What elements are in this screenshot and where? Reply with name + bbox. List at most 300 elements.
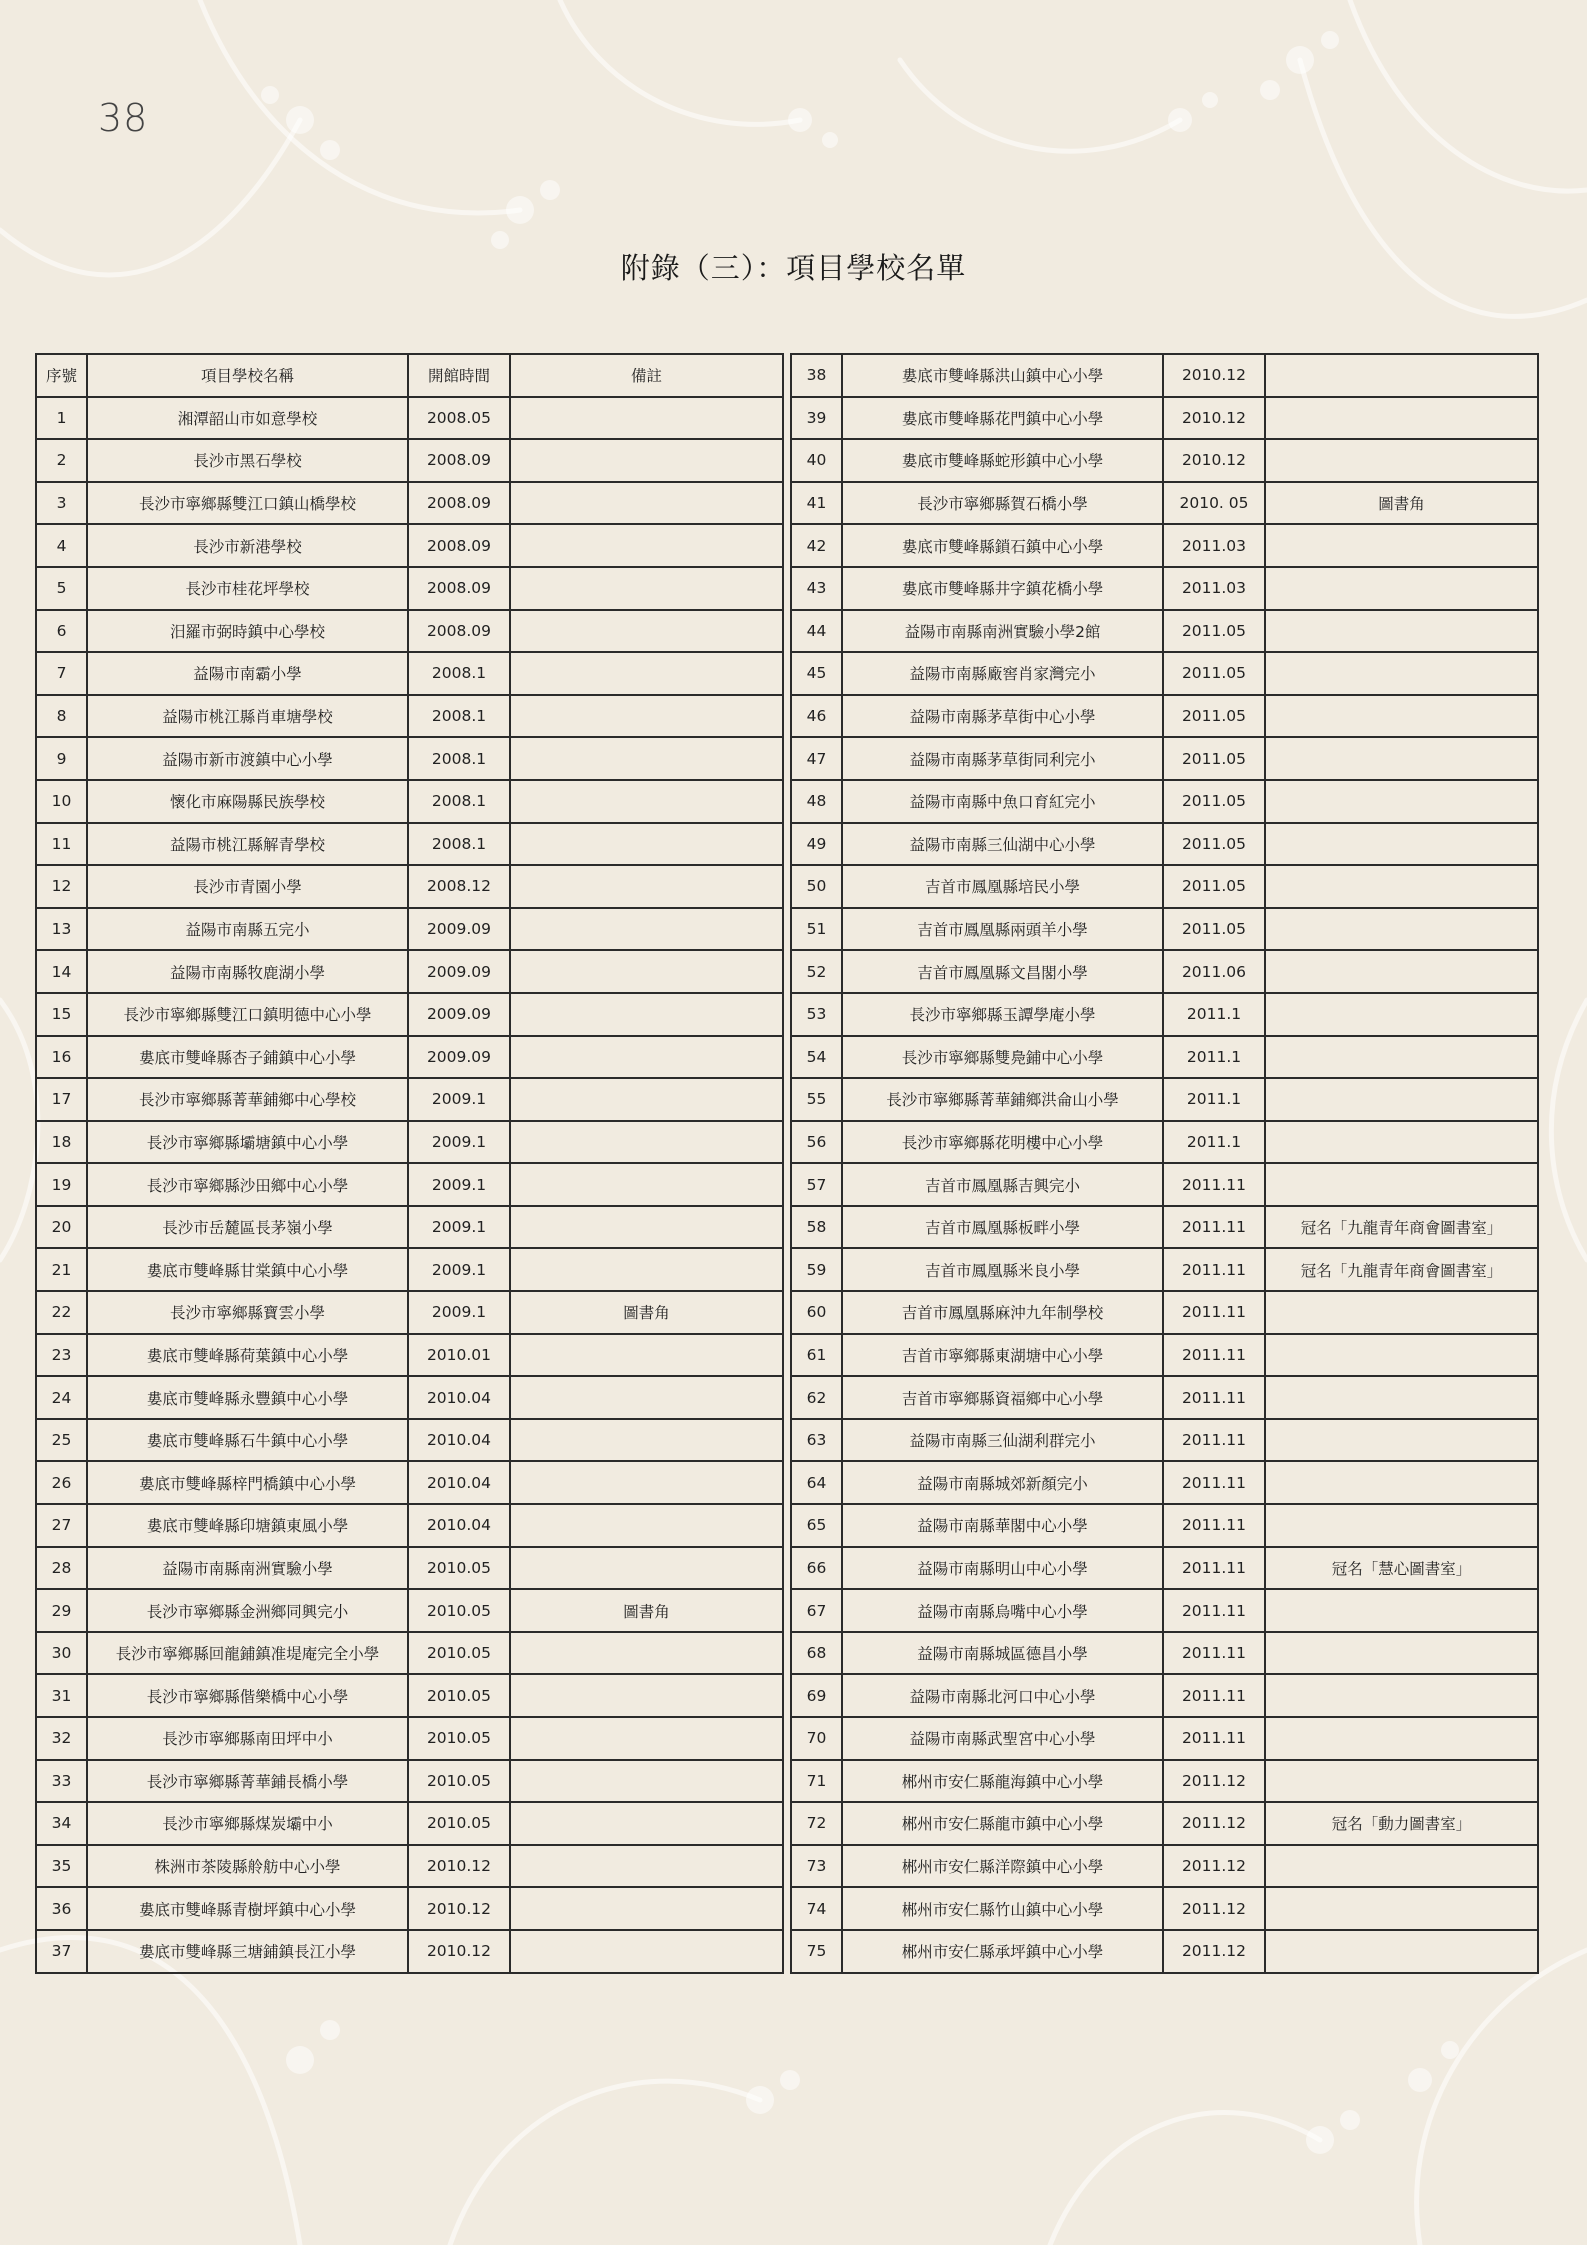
page-title: 附錄（三）：項目學校名單 (620, 251, 967, 285)
cell-note: 圖書角 (510, 1589, 783, 1632)
cell-no: 22 (36, 1291, 87, 1334)
cell-no: 41 (791, 482, 842, 525)
table-row (791, 1461, 1538, 1504)
cell-note (510, 1887, 783, 1930)
cell-open-date: 2011.11 (1163, 1547, 1265, 1590)
cell-school-name: 婁底市雙峰縣井字鎮花橋小學 (842, 567, 1163, 610)
cell-open-date: 2010.05 (408, 1589, 510, 1632)
cell-open-date: 2009.1 (408, 1121, 510, 1164)
cell-note (510, 908, 783, 951)
cell-no: 47 (791, 737, 842, 780)
cell-note (1265, 1589, 1538, 1632)
cell-note (1265, 1760, 1538, 1803)
cell-no: 4 (36, 524, 87, 567)
cell-school-name: 郴州市安仁縣龍市鎮中心小學 (842, 1802, 1163, 1845)
table-row (36, 1291, 783, 1334)
table-row (791, 908, 1538, 951)
cell-no: 28 (36, 1547, 87, 1590)
cell-open-date: 2010.05 (408, 1717, 510, 1760)
table-row (36, 1547, 783, 1590)
cell-no: 18 (36, 1121, 87, 1164)
cell-note (1265, 737, 1538, 780)
table-row (36, 1248, 783, 1291)
cell-no: 42 (791, 524, 842, 567)
cell-school-name: 長沙市寧鄉縣雙江口鎮明德中心小學 (87, 993, 408, 1036)
cell-open-date: 2010. 05 (1163, 482, 1265, 525)
table-row (791, 1589, 1538, 1632)
cell-school-name: 長沙市寧鄉縣寶雲小學 (87, 1291, 408, 1334)
cell-note (1265, 1504, 1538, 1547)
cell-open-date: 2010.12 (408, 1887, 510, 1930)
table-row (791, 567, 1538, 610)
cell-no: 48 (791, 780, 842, 823)
cell-note (510, 950, 783, 993)
school-table-left (35, 353, 784, 1974)
table-row (791, 1121, 1538, 1164)
cell-open-date: 2011.12 (1163, 1845, 1265, 1888)
cell-school-name: 益陽市南縣茅草街同利完小 (842, 737, 1163, 780)
table-row (791, 737, 1538, 780)
table-row (36, 439, 783, 482)
cell-school-name: 長沙市寧鄉縣回龍鋪鎮准堤庵完全小學 (87, 1632, 408, 1675)
cell-school-name: 益陽市南縣華閣中心小學 (842, 1504, 1163, 1547)
cell-note (1265, 950, 1538, 993)
cell-school-name: 郴州市安仁縣竹山鎮中心小學 (842, 1887, 1163, 1930)
cell-note (1265, 1632, 1538, 1675)
cell-note (1265, 780, 1538, 823)
cell-open-date: 2011.11 (1163, 1717, 1265, 1760)
cell-no: 7 (36, 652, 87, 695)
cell-school-name: 郴州市安仁縣龍海鎮中心小學 (842, 1760, 1163, 1803)
cell-no: 21 (36, 1248, 87, 1291)
table-row (791, 1930, 1538, 1973)
cell-no: 13 (36, 908, 87, 951)
cell-note (510, 652, 783, 695)
cell-school-name: 長沙市寧鄉縣菁華鋪鄉中心學校 (87, 1078, 408, 1121)
cell-open-date: 2011.11 (1163, 1291, 1265, 1334)
cell-no: 29 (36, 1589, 87, 1632)
cell-school-name: 長沙市寧鄉縣賀石橋小學 (842, 482, 1163, 525)
cell-open-date: 2010.12 (1163, 354, 1265, 397)
cell-note (510, 524, 783, 567)
table-row (36, 1674, 783, 1717)
cell-note: 冠名「慧心圖書室」 (1265, 1547, 1538, 1590)
cell-open-date: 2011.1 (1163, 993, 1265, 1036)
cell-open-date: 2008.09 (408, 439, 510, 482)
cell-no: 56 (791, 1121, 842, 1164)
cell-no: 1 (36, 397, 87, 440)
cell-no: 51 (791, 908, 842, 951)
cell-no: 75 (791, 1930, 842, 1973)
cell-no: 52 (791, 950, 842, 993)
header-no: 序號 (36, 354, 87, 397)
cell-note (1265, 1717, 1538, 1760)
cell-no: 16 (36, 1036, 87, 1079)
cell-open-date: 2010.05 (408, 1760, 510, 1803)
cell-note (510, 780, 783, 823)
cell-school-name: 吉首市鳳凰縣培民小學 (842, 865, 1163, 908)
cell-school-name: 株洲市茶陵縣舲舫中心小學 (87, 1845, 408, 1888)
cell-school-name: 吉首市鳳凰縣吉興完小 (842, 1163, 1163, 1206)
table-row (791, 695, 1538, 738)
cell-open-date: 2011.1 (1163, 1121, 1265, 1164)
cell-school-name: 長沙市寧鄉縣南田坪中小 (87, 1717, 408, 1760)
cell-open-date: 2011.11 (1163, 1163, 1265, 1206)
cell-note: 圖書角 (510, 1291, 783, 1334)
cell-school-name: 婁底市雙峰縣洪山鎮中心小學 (842, 354, 1163, 397)
cell-school-name: 益陽市南縣三仙湖利群完小 (842, 1419, 1163, 1462)
cell-open-date: 2010.12 (408, 1930, 510, 1973)
cell-no: 65 (791, 1504, 842, 1547)
cell-school-name: 吉首市鳳凰縣麻沖九年制學校 (842, 1291, 1163, 1334)
cell-note (510, 1504, 783, 1547)
cell-open-date: 2011.06 (1163, 950, 1265, 993)
table-row (36, 865, 783, 908)
cell-note (1265, 908, 1538, 951)
school-table-right (790, 353, 1539, 1974)
cell-school-name: 汨羅市弼時鎮中心學校 (87, 610, 408, 653)
table-row (791, 1036, 1538, 1079)
cell-open-date: 2011.11 (1163, 1674, 1265, 1717)
cell-school-name: 長沙市寧鄉縣菁華鋪鄉洪侖山小學 (842, 1078, 1163, 1121)
cell-no: 64 (791, 1461, 842, 1504)
cell-school-name: 益陽市南縣廠窖肖家灣完小 (842, 652, 1163, 695)
cell-open-date: 2010.01 (408, 1334, 510, 1377)
cell-school-name: 長沙市寧鄉縣沙田鄉中心小學 (87, 1163, 408, 1206)
cell-open-date: 2010.04 (408, 1419, 510, 1462)
cell-open-date: 2011.11 (1163, 1248, 1265, 1291)
table-row (791, 482, 1538, 525)
cell-school-name: 婁底市雙峰縣青樹坪鎮中心小學 (87, 1887, 408, 1930)
table-row (36, 1121, 783, 1164)
cell-open-date: 2011.12 (1163, 1760, 1265, 1803)
cell-open-date: 2008.1 (408, 780, 510, 823)
table-row (36, 610, 783, 653)
cell-school-name: 婁底市雙峰縣梓門橋鎮中心小學 (87, 1461, 408, 1504)
table-row (791, 1547, 1538, 1590)
cell-note (1265, 823, 1538, 866)
cell-note (510, 1121, 783, 1164)
cell-open-date: 2010.05 (408, 1802, 510, 1845)
cell-no: 72 (791, 1802, 842, 1845)
cell-school-name: 益陽市南霸小學 (87, 652, 408, 695)
cell-school-name: 婁底市雙峰縣甘棠鎮中心小學 (87, 1248, 408, 1291)
cell-open-date: 2008.1 (408, 823, 510, 866)
cell-no: 33 (36, 1760, 87, 1803)
cell-no: 55 (791, 1078, 842, 1121)
cell-open-date: 2010.05 (408, 1674, 510, 1717)
cell-open-date: 2011.12 (1163, 1930, 1265, 1973)
table-row (36, 1930, 783, 1973)
cell-note (510, 1760, 783, 1803)
cell-open-date: 2011.03 (1163, 567, 1265, 610)
cell-no: 20 (36, 1206, 87, 1249)
cell-open-date: 2011.1 (1163, 1036, 1265, 1079)
cell-school-name: 益陽市南縣烏嘴中心小學 (842, 1589, 1163, 1632)
table-row (791, 652, 1538, 695)
cell-note (510, 1206, 783, 1249)
cell-school-name: 益陽市南縣中魚口育紅完小 (842, 780, 1163, 823)
table-row (36, 524, 783, 567)
cell-no: 23 (36, 1334, 87, 1377)
table-row (791, 1887, 1538, 1930)
cell-open-date: 2010.04 (408, 1461, 510, 1504)
header-open-date: 開館時間 (408, 354, 510, 397)
cell-school-name: 吉首市鳳凰縣兩頭羊小學 (842, 908, 1163, 951)
cell-school-name: 益陽市南縣三仙湖中心小學 (842, 823, 1163, 866)
cell-note (1265, 1163, 1538, 1206)
table-row (791, 1334, 1538, 1377)
table-row (36, 1334, 783, 1377)
cell-school-name: 長沙市黑石學校 (87, 439, 408, 482)
table-row (36, 780, 783, 823)
table-row (791, 1291, 1538, 1334)
cell-no: 62 (791, 1376, 842, 1419)
cell-open-date: 2009.1 (408, 1291, 510, 1334)
cell-school-name: 吉首市鳳凰縣板畔小學 (842, 1206, 1163, 1249)
cell-school-name: 婁底市雙峰縣鎖石鎮中心小學 (842, 524, 1163, 567)
cell-open-date: 2010.04 (408, 1504, 510, 1547)
cell-open-date: 2011.1 (1163, 1078, 1265, 1121)
cell-note (510, 1845, 783, 1888)
cell-school-name: 益陽市南縣城郊新顏完小 (842, 1461, 1163, 1504)
cell-school-name: 益陽市南縣牧鹿湖小學 (87, 950, 408, 993)
cell-school-name: 長沙市寧鄉縣金洲鄉同興完小 (87, 1589, 408, 1632)
table-row (791, 354, 1538, 397)
table-row (36, 908, 783, 951)
cell-open-date: 2011.11 (1163, 1206, 1265, 1249)
cell-school-name: 長沙市青園小學 (87, 865, 408, 908)
cell-school-name: 益陽市南縣武聖宮中心小學 (842, 1717, 1163, 1760)
cell-no: 74 (791, 1887, 842, 1930)
table-row (36, 1589, 783, 1632)
table-row (36, 737, 783, 780)
cell-school-name: 吉首市寧鄉縣東湖塘中心小學 (842, 1334, 1163, 1377)
cell-school-name: 長沙市寧鄉縣花明樓中心小學 (842, 1121, 1163, 1164)
table-row (36, 950, 783, 993)
cell-note (1265, 1845, 1538, 1888)
table-row (36, 1802, 783, 1845)
cell-no: 40 (791, 439, 842, 482)
cell-school-name: 長沙市寧鄉縣菁華鋪長橋小學 (87, 1760, 408, 1803)
cell-school-name: 郴州市安仁縣洋際鎮中心小學 (842, 1845, 1163, 1888)
cell-no: 35 (36, 1845, 87, 1888)
table-row (791, 993, 1538, 1036)
cell-school-name: 益陽市南縣茅草街中心小學 (842, 695, 1163, 738)
cell-open-date: 2008.09 (408, 567, 510, 610)
cell-open-date: 2011.12 (1163, 1887, 1265, 1930)
table-row (36, 1887, 783, 1930)
cell-school-name: 湘潭韶山市如意學校 (87, 397, 408, 440)
cell-open-date: 2011.11 (1163, 1334, 1265, 1377)
table-row (36, 1419, 783, 1462)
cell-open-date: 2011.05 (1163, 610, 1265, 653)
cell-no: 57 (791, 1163, 842, 1206)
cell-school-name: 益陽市新市渡鎮中心小學 (87, 737, 408, 780)
cell-note (1265, 1376, 1538, 1419)
cell-school-name: 益陽市南縣五完小 (87, 908, 408, 951)
cell-open-date: 2008.1 (408, 737, 510, 780)
cell-note (1265, 354, 1538, 397)
cell-open-date: 2011.11 (1163, 1461, 1265, 1504)
cell-note (1265, 1121, 1538, 1164)
cell-school-name: 益陽市南縣北河口中心小學 (842, 1674, 1163, 1717)
cell-school-name: 婁底市雙峰縣三塘鋪鎮長江小學 (87, 1930, 408, 1973)
table-row (36, 397, 783, 440)
cell-open-date: 2009.1 (408, 1078, 510, 1121)
cell-no: 36 (36, 1887, 87, 1930)
table-row (36, 567, 783, 610)
cell-no: 60 (791, 1291, 842, 1334)
table-row (36, 1376, 783, 1419)
cell-school-name: 益陽市南縣明山中心小學 (842, 1547, 1163, 1590)
cell-school-name: 婁底市雙峰縣花門鎮中心小學 (842, 397, 1163, 440)
cell-note (510, 1078, 783, 1121)
cell-no: 38 (791, 354, 842, 397)
table-row (36, 1461, 783, 1504)
cell-open-date: 2010.12 (1163, 397, 1265, 440)
cell-open-date: 2011.05 (1163, 737, 1265, 780)
cell-note: 圖書角 (1265, 482, 1538, 525)
cell-open-date: 2011.05 (1163, 823, 1265, 866)
table-row (36, 1206, 783, 1249)
cell-school-name: 吉首市寧鄉縣資福鄉中心小學 (842, 1376, 1163, 1419)
cell-note (1265, 1078, 1538, 1121)
table-row (36, 482, 783, 525)
cell-no: 43 (791, 567, 842, 610)
cell-open-date: 2011.11 (1163, 1589, 1265, 1632)
table-row (791, 1802, 1538, 1845)
table-row (791, 780, 1538, 823)
cell-school-name: 長沙市寧鄉縣偕樂橋中心小學 (87, 1674, 408, 1717)
cell-no: 9 (36, 737, 87, 780)
cell-open-date: 2009.1 (408, 1163, 510, 1206)
cell-no: 49 (791, 823, 842, 866)
table-row (791, 1206, 1538, 1249)
cell-no: 32 (36, 1717, 87, 1760)
cell-note (510, 993, 783, 1036)
cell-note (1265, 397, 1538, 440)
cell-note (1265, 993, 1538, 1036)
table-row (36, 1036, 783, 1079)
cell-school-name: 長沙市寧鄉縣煤炭壩中小 (87, 1802, 408, 1845)
cell-open-date: 2010.12 (408, 1845, 510, 1888)
cell-school-name: 吉首市鳳凰縣文昌閣小學 (842, 950, 1163, 993)
cell-no: 54 (791, 1036, 842, 1079)
cell-school-name: 婁底市雙峰縣印塘鎮東風小學 (87, 1504, 408, 1547)
page-number: 38 (98, 96, 149, 140)
cell-note (1265, 1930, 1538, 1973)
table-row (791, 1504, 1538, 1547)
cell-note (1265, 652, 1538, 695)
cell-open-date: 2008.05 (408, 397, 510, 440)
table-row (36, 695, 783, 738)
cell-note (1265, 524, 1538, 567)
cell-note (1265, 1461, 1538, 1504)
cell-open-date: 2009.1 (408, 1206, 510, 1249)
cell-school-name: 長沙市寧鄉縣玉譚學庵小學 (842, 993, 1163, 1036)
cell-open-date: 2008.1 (408, 695, 510, 738)
table-row (791, 1717, 1538, 1760)
cell-note (510, 1163, 783, 1206)
table-row (791, 1163, 1538, 1206)
cell-open-date: 2010.12 (1163, 439, 1265, 482)
cell-no: 15 (36, 993, 87, 1036)
table-row (36, 1717, 783, 1760)
cell-no: 14 (36, 950, 87, 993)
cell-school-name: 婁底市雙峰縣荷葉鎮中心小學 (87, 1334, 408, 1377)
cell-open-date: 2011.11 (1163, 1632, 1265, 1675)
cell-school-name: 吉首市鳳凰縣米良小學 (842, 1248, 1163, 1291)
cell-school-name: 益陽市南縣城區德昌小學 (842, 1632, 1163, 1675)
cell-note (510, 737, 783, 780)
cell-note (510, 1248, 783, 1291)
cell-note (1265, 1036, 1538, 1079)
cell-note (510, 482, 783, 525)
cell-note: 冠名「九龍青年商會圖書室」 (1265, 1248, 1538, 1291)
cell-note (1265, 1334, 1538, 1377)
table-row (36, 1078, 783, 1121)
table-row (791, 610, 1538, 653)
cell-open-date: 2011.11 (1163, 1504, 1265, 1547)
table-row (36, 823, 783, 866)
cell-no: 12 (36, 865, 87, 908)
cell-note (510, 1547, 783, 1590)
cell-school-name: 婁底市雙峰縣杏子鋪鎮中心小學 (87, 1036, 408, 1079)
cell-no: 6 (36, 610, 87, 653)
cell-note: 冠名「九龍青年商會圖書室」 (1265, 1206, 1538, 1249)
cell-note (1265, 1674, 1538, 1717)
cell-school-name: 益陽市南縣南洲實驗小學 (87, 1547, 408, 1590)
table-row (791, 823, 1538, 866)
table-row (36, 652, 783, 695)
cell-school-name: 郴州市安仁縣承坪鎮中心小學 (842, 1930, 1163, 1973)
cell-no: 67 (791, 1589, 842, 1632)
cell-no: 17 (36, 1078, 87, 1121)
cell-open-date: 2011.12 (1163, 1802, 1265, 1845)
cell-note (510, 1674, 783, 1717)
cell-open-date: 2010.05 (408, 1547, 510, 1590)
cell-note (510, 1717, 783, 1760)
cell-no: 5 (36, 567, 87, 610)
cell-school-name: 長沙市寧鄉縣雙江口鎮山橋學校 (87, 482, 408, 525)
cell-open-date: 2009.09 (408, 908, 510, 951)
cell-open-date: 2009.09 (408, 950, 510, 993)
cell-no: 66 (791, 1547, 842, 1590)
cell-note (510, 1461, 783, 1504)
cell-no: 53 (791, 993, 842, 1036)
cell-open-date: 2008.09 (408, 610, 510, 653)
cell-note (510, 1930, 783, 1973)
cell-school-name: 懷化市麻陽縣民族學校 (87, 780, 408, 823)
cell-no: 25 (36, 1419, 87, 1462)
table-row (791, 1632, 1538, 1675)
table-row (36, 1760, 783, 1803)
cell-open-date: 2011.05 (1163, 652, 1265, 695)
cell-note (1265, 1887, 1538, 1930)
cell-no: 46 (791, 695, 842, 738)
cell-note (1265, 865, 1538, 908)
cell-no: 10 (36, 780, 87, 823)
cell-note (1265, 439, 1538, 482)
cell-open-date: 2011.05 (1163, 695, 1265, 738)
cell-open-date: 2008.1 (408, 652, 510, 695)
cell-open-date: 2009.09 (408, 993, 510, 1036)
cell-open-date: 2008.09 (408, 524, 510, 567)
cell-no: 61 (791, 1334, 842, 1377)
table-row (791, 1674, 1538, 1717)
table-row (791, 865, 1538, 908)
